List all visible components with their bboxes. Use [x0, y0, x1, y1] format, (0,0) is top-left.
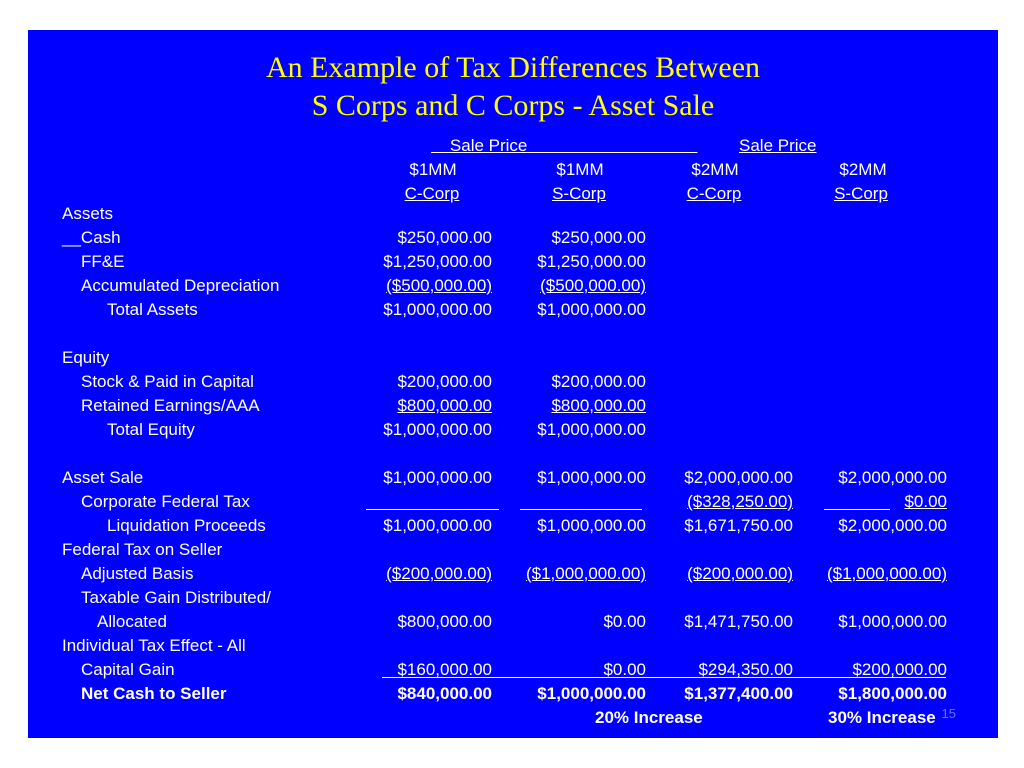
row-label-retained-earnings: Retained Earnings/AAA — [81, 396, 260, 415]
header-entity-4: S-Corp — [834, 184, 888, 203]
allocated-value-3: $1,471,750.00 — [684, 612, 793, 631]
asset-sale-value-4: $2,000,000.00 — [838, 468, 947, 487]
accumulated-depreciation-value-1: ($500,000.00) — [386, 276, 492, 295]
stock-value-1: $200,000.00 — [397, 372, 492, 391]
section-equity: Equity — [62, 348, 110, 367]
header-entity-1: C-Corp — [404, 184, 460, 203]
ffe-value-1: $1,250,000.00 — [383, 252, 492, 271]
row-label-asset-sale: Asset Sale — [62, 468, 144, 487]
row-label-adjusted-basis: Adjusted Basis — [81, 564, 194, 583]
header-amount-1: $1MM — [409, 160, 457, 179]
capital-gain-value-2: $0.00 — [603, 660, 646, 679]
row-label-ffe: FF&E — [81, 252, 125, 271]
total-assets-value-1: $1,000,000.00 — [383, 300, 492, 319]
row-label-corporate-federal-tax: Corporate Federal Tax — [81, 492, 250, 511]
row-label-allocated: Allocated — [97, 612, 167, 631]
header-amount-3: $2MM — [691, 160, 739, 179]
header-entity-2: S-Corp — [552, 184, 606, 203]
asset-sale-value-3: $2,000,000.00 — [684, 468, 793, 487]
adjusted-basis-value-1: ($200,000.00) — [386, 564, 492, 583]
total-equity-value-1: $1,000,000.00 — [383, 420, 492, 439]
header-sale-price-2: Sale Price — [739, 136, 817, 155]
adjusted-basis-value-3: ($200,000.00) — [687, 564, 793, 583]
corporate-federal-tax-value-3: ($328,250.00) — [687, 492, 793, 511]
slide-title-line-2: S Corps and C Corps - Asset Sale — [311, 89, 715, 122]
liquidation-value-1: $1,000,000.00 — [383, 516, 492, 535]
slide — [28, 30, 998, 738]
row-label-liquidation-proceeds: Liquidation Proceeds — [107, 516, 266, 535]
header-entity-3: C-Corp — [686, 184, 742, 203]
net-cash-value-1: $840,000.00 — [397, 684, 492, 703]
cash-value-1: $250,000.00 — [397, 228, 492, 247]
stock-value-2: $200,000.00 — [551, 372, 646, 391]
row-label-taxable-gain-distributed: Taxable Gain Distributed/ — [81, 588, 271, 607]
row-label-net-cash-to-seller: Net Cash to Seller — [81, 684, 227, 703]
increase-label-1: 20% Increase — [595, 708, 703, 727]
cash-value-2: $250,000.00 — [551, 228, 646, 247]
increase-label-2: 30% Increase — [828, 708, 936, 727]
row-label-capital-gain: Capital Gain — [81, 660, 175, 679]
total-equity-value-2: $1,000,000.00 — [537, 420, 646, 439]
row-label-accumulated-depreciation: Accumulated Depreciation — [81, 276, 280, 295]
row-label-total-assets: Total Assets — [107, 300, 198, 319]
row-label-total-equity: Total Equity — [107, 420, 195, 439]
corporate-federal-tax-blank-2 — [520, 509, 642, 510]
net-cash-value-3: $1,377,400.00 — [684, 684, 793, 703]
row-label-stock: Stock & Paid in Capital — [81, 372, 254, 391]
allocated-value-1: $800,000.00 — [397, 612, 492, 631]
net-cash-value-4: $1,800,000.00 — [838, 684, 947, 703]
capital-gain-value-4: $200,000.00 — [852, 660, 947, 679]
page-number: 15 — [941, 706, 956, 721]
adjusted-basis-value-2: ($1,000,000.00) — [525, 564, 646, 583]
row-label-cash: __Cash — [62, 228, 121, 247]
section-assets: Assets — [62, 204, 114, 223]
section-individual-tax-effect: Individual Tax Effect - All — [62, 636, 246, 655]
corporate-federal-tax-underline-4 — [824, 509, 890, 510]
liquidation-value-2: $1,000,000.00 — [537, 516, 646, 535]
capital-gain-value-3: $294,350.00 — [698, 660, 793, 679]
corporate-federal-tax-value-4: $0.00 — [904, 492, 947, 511]
retained-earnings-value-1: $800,000.00 — [397, 396, 492, 415]
ffe-value-2: $1,250,000.00 — [537, 252, 646, 271]
allocated-value-4: $1,000,000.00 — [838, 612, 947, 631]
header-sale-price-1: Sale Price — [449, 136, 528, 155]
net-cash-value-2: $1,000,000.00 — [537, 684, 646, 703]
section-federal-tax-on-seller: Federal Tax on Seller — [62, 540, 223, 559]
header-amount-4: $2MM — [839, 160, 887, 179]
asset-sale-value-2: $1,000,000.00 — [537, 468, 646, 487]
header-amount-2: $1MM — [556, 160, 604, 179]
corporate-federal-tax-blank-1 — [366, 509, 499, 510]
slide-title-line-1: An Example of Tax Differences Between — [265, 51, 761, 84]
total-assets-value-2: $1,000,000.00 — [537, 300, 646, 319]
capital-gain-value-1: $160,000.00 — [397, 660, 492, 679]
allocated-value-2: $0.00 — [603, 612, 646, 631]
accumulated-depreciation-value-2: ($500,000.00) — [540, 276, 646, 295]
liquidation-value-3: $1,671,750.00 — [684, 516, 793, 535]
asset-sale-value-1: $1,000,000.00 — [383, 468, 492, 487]
liquidation-value-4: $2,000,000.00 — [838, 516, 947, 535]
retained-earnings-value-2: $800,000.00 — [551, 396, 646, 415]
adjusted-basis-value-4: ($1,000,000.00) — [826, 564, 947, 583]
